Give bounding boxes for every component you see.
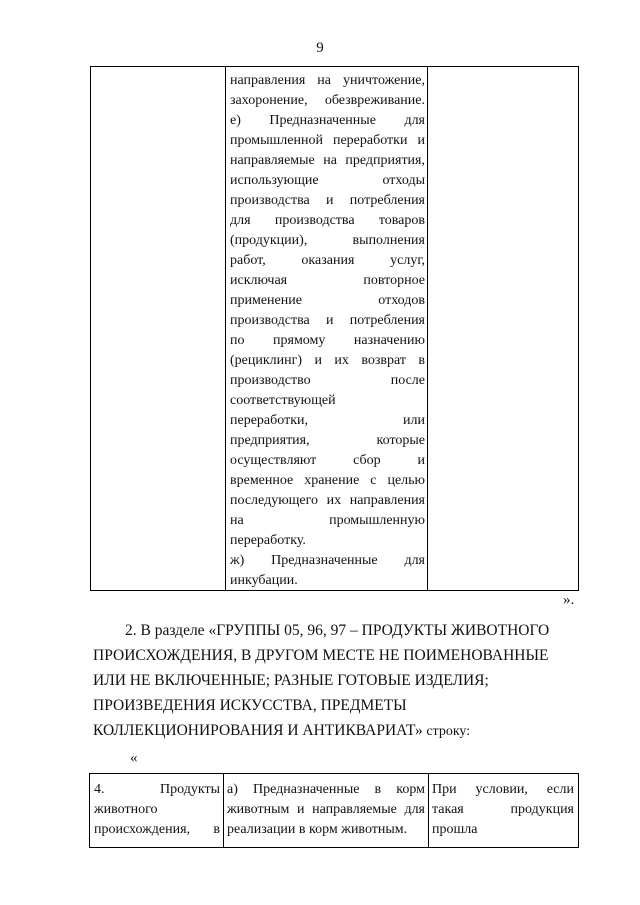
paragraph-line <box>93 718 580 743</box>
paragraph-line-caps: КОЛЛЕКЦИОНИРОВАНИЯ И АНТИКВАРИАТ» <box>93 722 423 739</box>
text-line: промышленной переработки и <box>230 133 425 148</box>
text-line: происхождения, в <box>94 822 220 837</box>
text-line: а) Предназначенные в корм <box>227 782 425 797</box>
text-line: производство после <box>230 373 425 388</box>
text-line: такая продукция <box>432 802 574 817</box>
paragraph-2 <box>93 618 580 743</box>
paragraph-line: 2. В разделе «ГРУППЫ 05, 96, 97 – ПРОДУКТЫ ЖИВОТНОГО <box>125 622 550 639</box>
text-line: использующие отходы <box>230 173 425 188</box>
text-line: инкубации. <box>230 573 298 588</box>
text-line: (рециклинг) и их возврат в <box>230 353 425 368</box>
text-line: производства и потребления <box>230 193 425 208</box>
text-line: (продукции), выполнения <box>230 233 425 248</box>
table-cell-purpose <box>227 780 425 840</box>
text-line: по прямому назначению <box>230 333 425 348</box>
text-line: на промышленную <box>230 513 425 528</box>
paragraph-line: ИЛИ НЕ ВКЛЮЧЕННЫЕ; РАЗНЫЕ ГОТОВЫЕ ИЗДЕЛИЯ; <box>93 672 489 689</box>
text-line: прошла <box>432 822 478 837</box>
paragraph-line: ПРОИЗВЕДЕНИЯ ИСКУССТВА, ПРЕДМЕТЫ <box>93 697 407 714</box>
paragraph-line-tail: строку: <box>422 724 471 739</box>
table-fragment-2 <box>89 773 579 848</box>
text-line: временное хранение с целью <box>230 473 425 488</box>
text-line: е) Предназначенные для <box>230 113 425 128</box>
text-line: реализации в корм животным. <box>227 822 408 837</box>
text-line: исключая повторное <box>230 273 425 288</box>
text-line: соответствующей <box>230 393 336 408</box>
text-line: для производства товаров <box>230 213 425 228</box>
text-line: переработки, или <box>230 413 425 428</box>
table-cell-col2 <box>225 67 428 590</box>
column-divider <box>223 774 224 847</box>
text-line: животным и направляемые для <box>227 802 425 817</box>
text-line: захоронение, обезвреживание. <box>230 93 425 108</box>
paragraph-line: ПРОИСХОЖДЕНИЯ, В ДРУГОМ МЕСТЕ НЕ ПОИМЕНОВАННЫЕ <box>93 647 549 664</box>
table-cell-product <box>94 780 220 840</box>
column-divider <box>428 774 429 847</box>
text-line: производства и потребления <box>230 313 425 328</box>
text-line: предприятия, которые <box>230 433 425 448</box>
text-line: переработку. <box>230 533 306 548</box>
text-line: ж) Предназначенные для <box>230 553 425 568</box>
text-line: применение отходов <box>230 293 425 308</box>
table-cell-condition <box>432 780 574 840</box>
cell-text <box>230 71 425 591</box>
text-line: последующего их направления <box>230 493 425 508</box>
opening-quote: « <box>130 750 138 766</box>
table-fragment-1 <box>90 66 579 591</box>
text-line: направления на уничтожение, <box>230 73 425 88</box>
text-line: 4. Продукты <box>94 782 220 797</box>
text-line: направляемые на предприятия, <box>230 153 425 168</box>
closing-quote: ». <box>563 592 575 608</box>
text-line: работ, оказания услуг, <box>230 253 425 268</box>
text-line: животного <box>94 802 158 817</box>
text-line: При условии, если <box>432 782 574 797</box>
text-line: осуществляют сбор и <box>230 453 425 468</box>
page-number: 9 <box>316 40 324 56</box>
